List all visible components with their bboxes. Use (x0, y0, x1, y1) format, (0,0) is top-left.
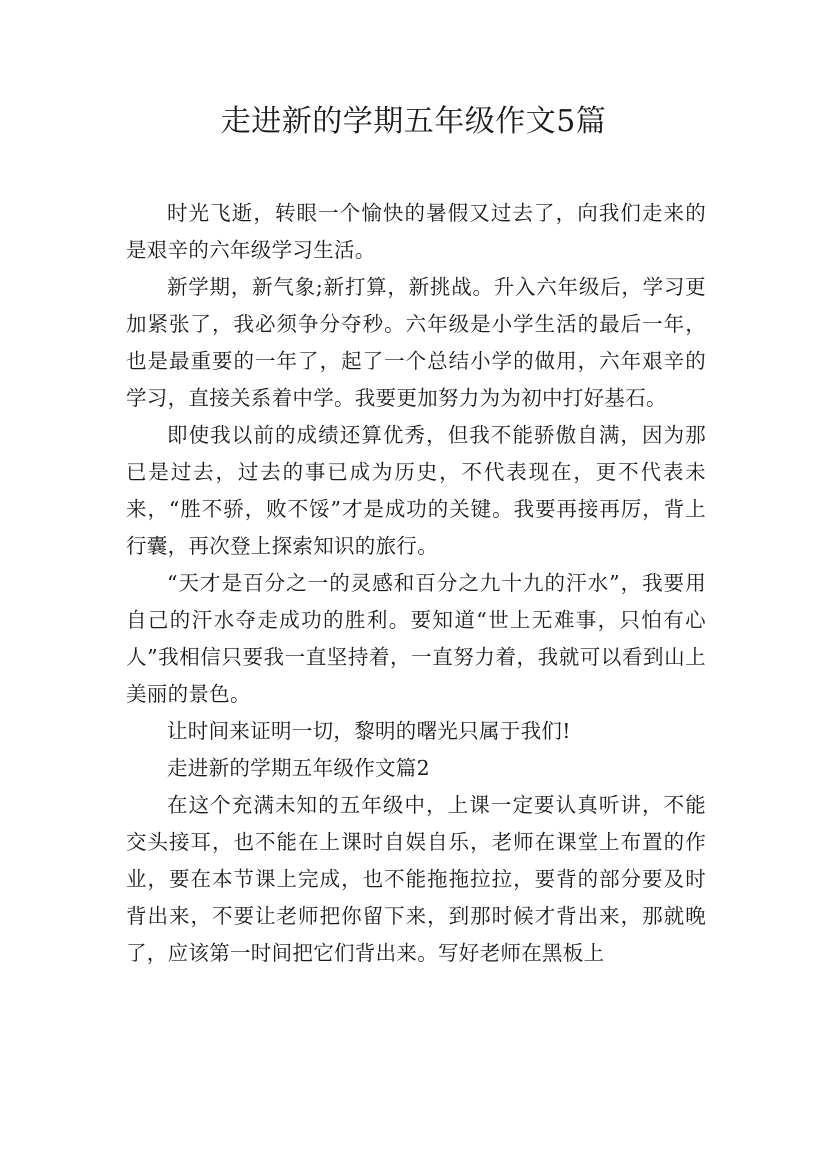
section-heading: 走进新的学期五年级作文篇2 (167, 756, 430, 780)
paragraph: 在这个充满未知的五年级中，上课一定要认真听讲，不能交头接耳，也不能在上课时自娱自乐，老师在课堂上布置的作业，要在本节课上完成，也不能拖拖拉拉，要背的部分要及时背出来，不要让老师把你留下来，到那时候才背出来，那就晚了，应该第一时间把它们背出来。写好老师在黑板上 (126, 793, 706, 965)
paragraph: 让时间来证明一切，黎明的曙光只属于我们! (167, 719, 571, 743)
paragraph: 即使我以前的成绩还算优秀，但我不能骄傲自满，因为那已是过去，过去的事已成为历史，不代表现在，更不代表未来，“胜不骄，败不馁”才是成功的关键。我要再接再厉，背上行囊，再次登上探索知识的旅行。 (126, 423, 706, 558)
paragraph: “天才是百分之一的灵感和百分之九十九的汗水”，我要用自己的汗水夺走成功的胜利。要知道“世上无难事，只怕有心人”我相信只要我一直坚持着，一直努力着，我就可以看到山上美丽的景色。 (126, 571, 706, 706)
paragraph: 时光飞逝，转眼一个愉快的暑假又过去了，向我们走来的是艰辛的六年级学习生活。 (126, 201, 706, 262)
document-body (126, 195, 706, 972)
paragraph: 新学期，新气象;新打算，新挑战。升入六年级后，学习更加紧张了，我必须争分夺秒。六年级是小学生活的最后一年，也是最重要的一年了，起了一个总结小学的做用，六年艰辛的学习，直接关系着中学。我要更加努力为为初中打好基石。 (126, 275, 706, 410)
document-title: 走进新的学期五年级作文5篇 (220, 104, 607, 139)
